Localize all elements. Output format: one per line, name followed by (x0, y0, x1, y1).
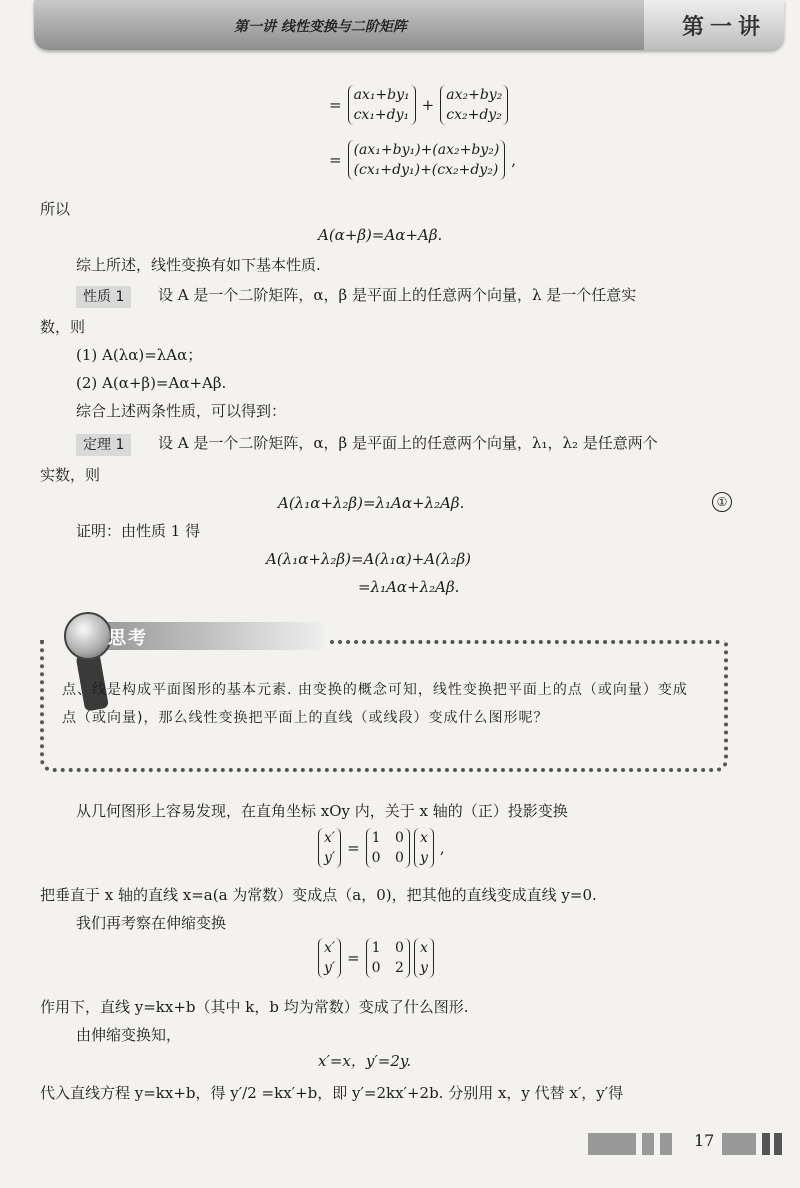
matrix-3: (ax₁+by₁)+(ax₂+by₂) (cx₁+dy₁)+(cx₂+dy₂) (348, 140, 506, 180)
property-1-tag: 性质 1 (76, 286, 131, 308)
matrix-lhs: x′ y′ (318, 938, 341, 978)
theorem-1-equation: A(λ₁α+λ₂β)=λ₁Aα+λ₂Aβ. (278, 494, 465, 512)
equation-linearity: A(α+β)=Aα+Aβ. (318, 226, 443, 244)
header-title: 第一讲 线性变换与二阶矩阵 (234, 19, 407, 35)
text-combine: 综合上述两条性质，可以得到： (76, 402, 287, 420)
equation-number: ① (712, 492, 732, 512)
text-by-stretch: 由伸缩变换知， (76, 1026, 182, 1044)
proof-intro: 证明：由性质 1 得 (76, 522, 201, 540)
footer-bar (722, 1133, 756, 1155)
footer-bar (762, 1133, 770, 1155)
theorem-1-line-1: 设 A 是一个二阶矩阵，α，β 是平面上的任意两个向量，λ₁，λ₂ 是任意两个 (158, 434, 658, 452)
text-act: 作用下，直线 y=kx+b（其中 k，b 均为常数）变成了什么图形. (40, 998, 469, 1016)
proof-equation-1: A(λ₁α+λ₂β)=A(λ₁α)+A(λ₂β) (266, 550, 471, 568)
matrix-lhs: x′ y′ (318, 828, 341, 868)
matrix-rhs: x y (414, 938, 434, 978)
property-1-item-2: (2) A(α+β)=Aα+Aβ. (76, 374, 227, 392)
property-1-line-2: 数，则 (40, 318, 86, 336)
equation-xprime: x′=x，y′=2y. (318, 1052, 412, 1070)
proof-equation-2: =λ₁Aα+λ₂Aβ. (358, 578, 460, 596)
chapter-tab (644, 0, 784, 50)
matrix-2: ax₂+by₂ cx₂+dy₂ (440, 85, 508, 125)
matrix-1: ax₁+by₁ cx₁+dy₁ (348, 85, 416, 125)
think-title: 思考 (108, 628, 148, 649)
matrix-rhs: x y (414, 828, 434, 868)
text-substitute: 代入直线方程 y=kx+b，得 y′/2 =kx′+b，即 y′=2kx′+2b. 分别用 x，y 代替 x′，y′得 (40, 1084, 624, 1102)
projection-equation: x′ y′ = 1 0 0 0 x y , (316, 828, 449, 868)
text-summary: 综上所述，线性变换有如下基本性质. (76, 256, 321, 274)
page-number: 17 (694, 1131, 715, 1150)
think-body: 点、线是构成平面图形的基本元素. 由变换的概念可知，线性变换把平面上的点（或向量）变成点（或向量)，那么线性变换把平面上的直线（或线段）变成什么图形呢？ (62, 682, 688, 726)
text-consider: 我们再考察在伸缩变换 (76, 914, 227, 932)
equation-line-1: = ax₁+by₁ cx₁+dy₁ + ax₂+by₂ cx₂+dy₂ (325, 85, 510, 125)
geometry-line-1: 从几何图形上容易发现，在直角坐标 xOy 内，关于 x 轴的（正）投影变换 (76, 802, 568, 820)
footer-bar (588, 1133, 636, 1155)
footer-bar (774, 1133, 782, 1155)
theorem-1-line-2: 实数，则 (40, 466, 101, 484)
equation-line-2: = (ax₁+by₁)+(ax₂+by₂) (cx₁+dy₁)+(cx₂+dy₂) , (329, 142, 517, 178)
geometry-line-2: 把垂直于 x 轴的直线 x=a(a 为常数）变成点（a，0)，把其他的直线变成直线 y=0. (40, 886, 597, 904)
chapter-label: 第一讲 (682, 14, 767, 40)
page-header (34, 0, 784, 50)
stretch-matrix: 1 0 0 2 (366, 938, 410, 978)
magnifier-icon (64, 612, 112, 660)
property-1-item-1: (1) A(λα)=λAα； (76, 346, 203, 364)
theorem-1-tag: 定理 1 (76, 434, 131, 456)
footer-bar (642, 1133, 654, 1155)
text-suoyi: 所以 (40, 200, 71, 218)
footer-bar (660, 1133, 672, 1155)
stretch-equation: x′ y′ = 1 0 0 2 x y (316, 938, 436, 978)
projection-matrix: 1 0 0 0 (366, 828, 410, 868)
property-1-line-1: 设 A 是一个二阶矩阵，α，β 是平面上的任意两个向量，λ 是一个任意实 (158, 286, 637, 304)
